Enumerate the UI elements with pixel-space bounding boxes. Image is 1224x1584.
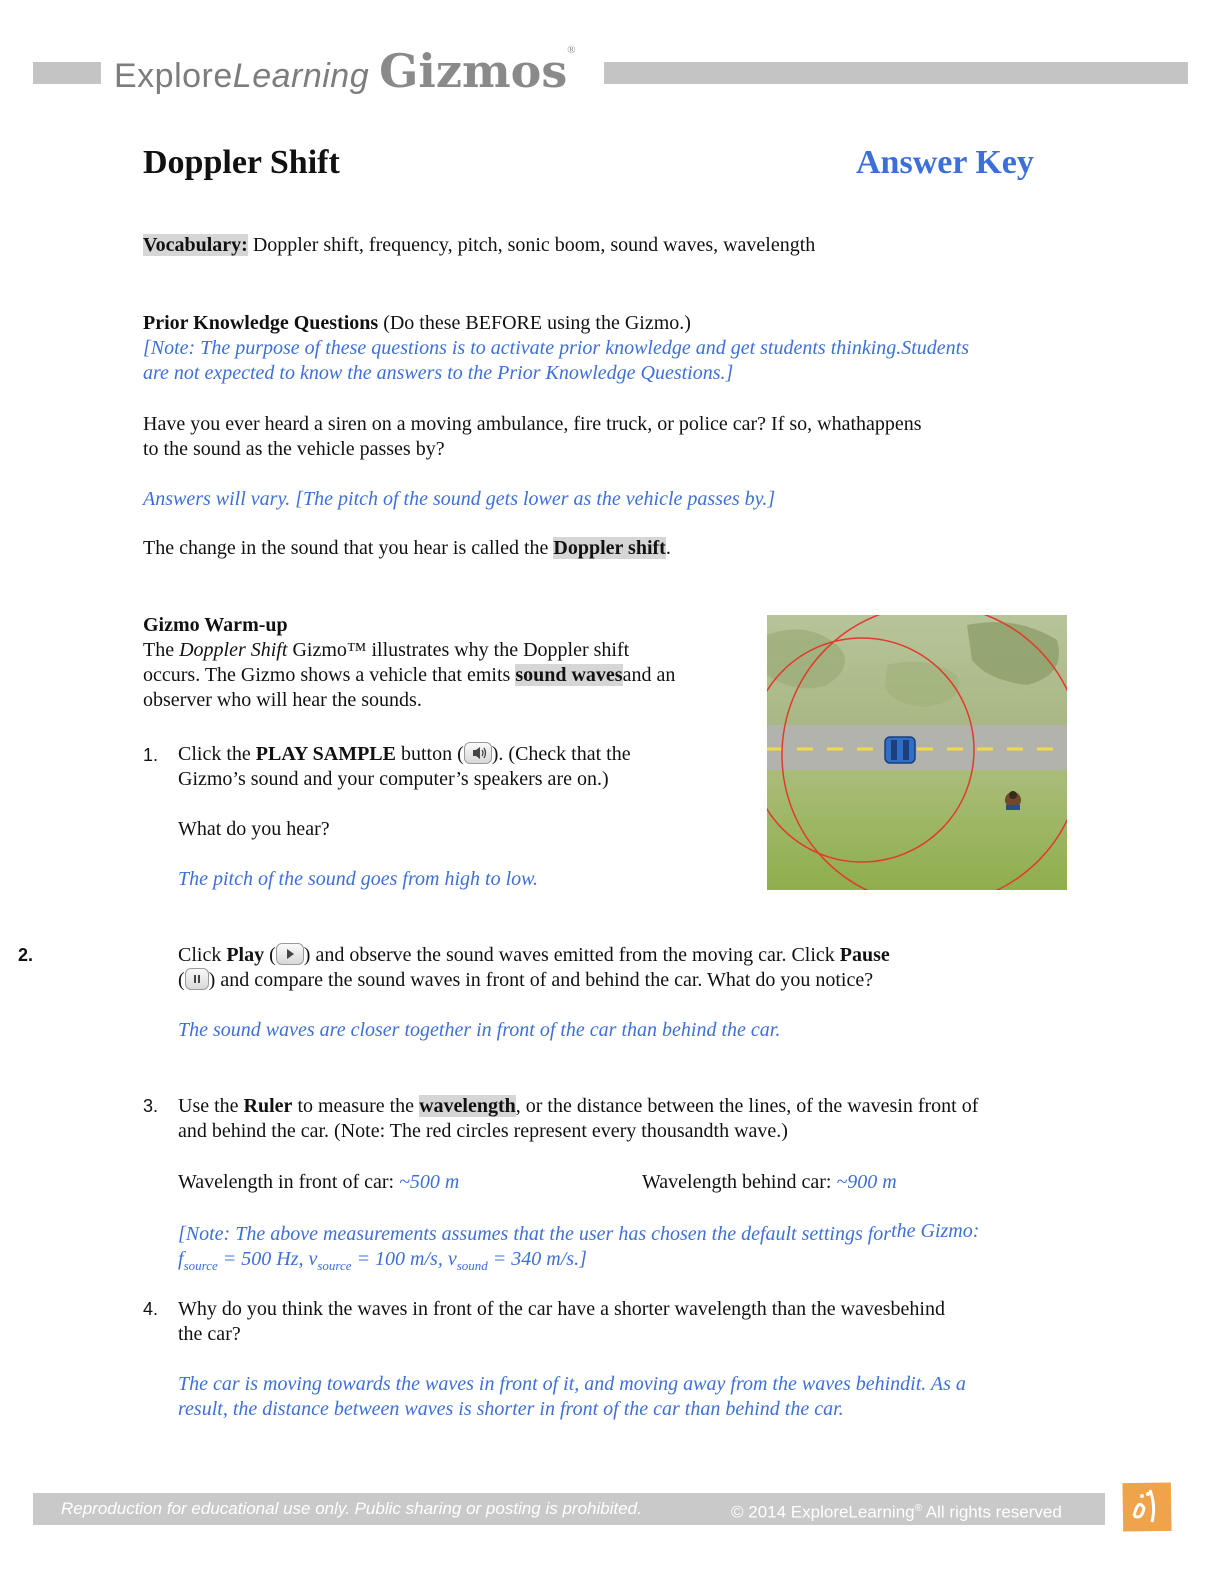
- v-source-symbol: v: [308, 1248, 318, 1270]
- logo-learning: Learning: [232, 57, 370, 95]
- wavelength-front: [178, 1170, 459, 1195]
- q2-answer: The sound waves are closer together in front of the car than behind the car.: [178, 1019, 781, 1041]
- vocabulary-label: Vocabulary:: [143, 234, 248, 256]
- q4-line2: the car?: [178, 1323, 241, 1345]
- prior-answer: Answers will vary. [The pitch of the sound gets lower as the vehicle passes by.]: [143, 488, 776, 510]
- q2-line2a: (: [178, 969, 185, 991]
- q3-note-line1a: [Note: The above measurements assumes that the user has chosen the default settings for: [178, 1223, 892, 1245]
- footer-left: Reproduction for educational use only. Public sharing or posting is prohibited.: [61, 1499, 642, 1518]
- warmup-the: The: [143, 639, 180, 661]
- v-sound-value: = 340 m/s.]: [487, 1248, 587, 1270]
- q1-line2: Gizmo’s sound and your computer’s speakers are on.): [178, 768, 609, 790]
- q4-answer-line2: result, the distance between waves is shorter in front of the car than behind the car.: [178, 1398, 844, 1420]
- f-symbol: f: [178, 1248, 184, 1270]
- pause-label: Pause: [839, 944, 890, 966]
- wavelength-front-value: ~500 m: [399, 1171, 460, 1193]
- el-logo-icon: [1112, 1472, 1182, 1542]
- warmup-line2a: occurs. The Gizmo shows a vehicle that emits: [143, 664, 516, 686]
- logo-explore: Explore: [114, 57, 233, 95]
- prior-question: [143, 412, 922, 462]
- warmup-gizmo-name: Doppler Shift: [179, 639, 288, 661]
- prior-instruction: (Do these BEFORE using the Gizmo.): [378, 312, 691, 334]
- page-title: Doppler Shift: [143, 144, 340, 181]
- play-icon[interactable]: [276, 943, 304, 965]
- q2: [178, 943, 890, 1043]
- q3-note: [178, 1222, 979, 1278]
- q2-number: 2.: [18, 945, 34, 965]
- play-label: Play: [226, 944, 265, 966]
- ruler-label: Ruler: [243, 1095, 293, 1117]
- prior-question-line1: Have you ever heard a siren on a moving ambulance, fire truck, or police car? If so, whathappens: [143, 413, 922, 435]
- car-icon: [885, 737, 915, 763]
- q3-text-b: to measure the: [292, 1095, 420, 1117]
- q3-line2: and behind the car. (Note: The red circles represent every thousandth wave.): [178, 1120, 788, 1142]
- q3-text-c: , or the distance between the lines, of the wavesin front of: [515, 1095, 979, 1117]
- q4-line1: Why do you think the waves in front of the car have a shorter wavelength than the wavesbehind: [178, 1298, 945, 1320]
- q1-prompt: What do you hear?: [178, 818, 330, 840]
- q1-answer: The pitch of the sound goes from high to low.: [178, 868, 538, 890]
- q1-text-c: ). (Check that the: [491, 743, 631, 765]
- footer-reg: ®: [914, 1503, 922, 1514]
- footer-right: [731, 1493, 1062, 1529]
- v-source-value: = 100 m/s,: [351, 1248, 448, 1270]
- q3-number: 3.: [143, 1096, 159, 1116]
- header-bar-right: [604, 62, 1188, 84]
- prior-note-line1: [Note: The purpose of these questions is to activate prior knowledge and get students thinking.Students: [143, 337, 970, 359]
- gizmo-scene: [767, 615, 1067, 890]
- warmup-intro-rest: Gizmo™ illustrates why the Doppler shift: [287, 639, 630, 661]
- q3: [178, 1094, 978, 1144]
- warmup-line2b: and an: [622, 664, 676, 686]
- q4-number: 4.: [143, 1299, 159, 1319]
- q2-text-b: (: [264, 944, 276, 966]
- wavelength-behind-label: Wavelength behind car:: [642, 1171, 837, 1193]
- wavelength-behind-value: ~900 m: [836, 1171, 897, 1193]
- v-sound-sub: sound: [456, 1258, 488, 1273]
- header-bar-left: [33, 62, 101, 84]
- q2-text-a: Click: [178, 944, 227, 966]
- footer-copyright: © 2014 ExploreLearning: [731, 1502, 915, 1522]
- pause-icon[interactable]: [185, 968, 209, 990]
- answer-key-label: Answer Key: [856, 144, 1034, 181]
- gizmo-screenshot: [767, 615, 1067, 890]
- q4-answer-line1: The car is moving towards the waves in front of it, and moving away from the waves behindit. As a: [178, 1373, 966, 1395]
- sound-waves-term: sound waves: [515, 664, 623, 686]
- speaker-icon[interactable]: [464, 742, 492, 764]
- q2-line2b: ) and compare the sound waves in front of and behind the car. What do you notice?: [208, 969, 874, 991]
- v-source-sub: source: [317, 1258, 352, 1273]
- q1-text-a: Click the: [178, 743, 256, 765]
- warmup-section: [143, 613, 675, 713]
- v-sound-symbol: v: [447, 1248, 457, 1270]
- q3-text-a: Use the: [178, 1095, 244, 1117]
- q1-number: 1.: [143, 745, 159, 765]
- period: .: [665, 537, 671, 559]
- q4: [178, 1297, 966, 1422]
- play-sample-label: PLAY SAMPLE: [255, 743, 396, 765]
- doppler-shift-term: Doppler shift: [553, 537, 666, 559]
- f-sub: source: [183, 1258, 218, 1273]
- f-value: = 500 Hz,: [217, 1248, 309, 1270]
- prior-knowledge-section: [143, 311, 1073, 386]
- wavelength-behind: [642, 1170, 897, 1195]
- q3-note-line1b: the Gizmo:: [891, 1220, 980, 1242]
- vocabulary: [143, 233, 815, 258]
- q1: [178, 742, 631, 892]
- wavelength-term: wavelength: [419, 1095, 516, 1117]
- change-text: The change in the sound that you hear is called the: [143, 537, 554, 559]
- warmup-line3: observer who will hear the sounds.: [143, 689, 422, 711]
- logo-reg: ®: [567, 44, 576, 56]
- logo: [114, 44, 576, 104]
- prior-note-line2: are not expected to know the answers to the Prior Knowledge Questions.]: [143, 362, 734, 384]
- footer-bar: [33, 1493, 1105, 1525]
- vocabulary-terms: Doppler shift, frequency, pitch, sonic boom, sound waves, wavelength: [247, 234, 816, 256]
- footer-rights: All rights reserved: [921, 1502, 1062, 1522]
- prior-question-line2: to the sound as the vehicle passes by?: [143, 438, 445, 460]
- q2-text-c: ) and observe the sound waves emitted from the moving car. Click: [303, 944, 840, 966]
- wavelength-front-label: Wavelength in front of car:: [178, 1171, 400, 1193]
- logo-gizmos: Gizmos: [379, 44, 568, 98]
- q1-text-b: button (: [395, 743, 464, 765]
- warmup-heading: Gizmo Warm-up: [143, 614, 288, 636]
- prior-heading: Prior Knowledge Questions: [143, 312, 379, 334]
- doppler-shift-sentence: [143, 536, 671, 561]
